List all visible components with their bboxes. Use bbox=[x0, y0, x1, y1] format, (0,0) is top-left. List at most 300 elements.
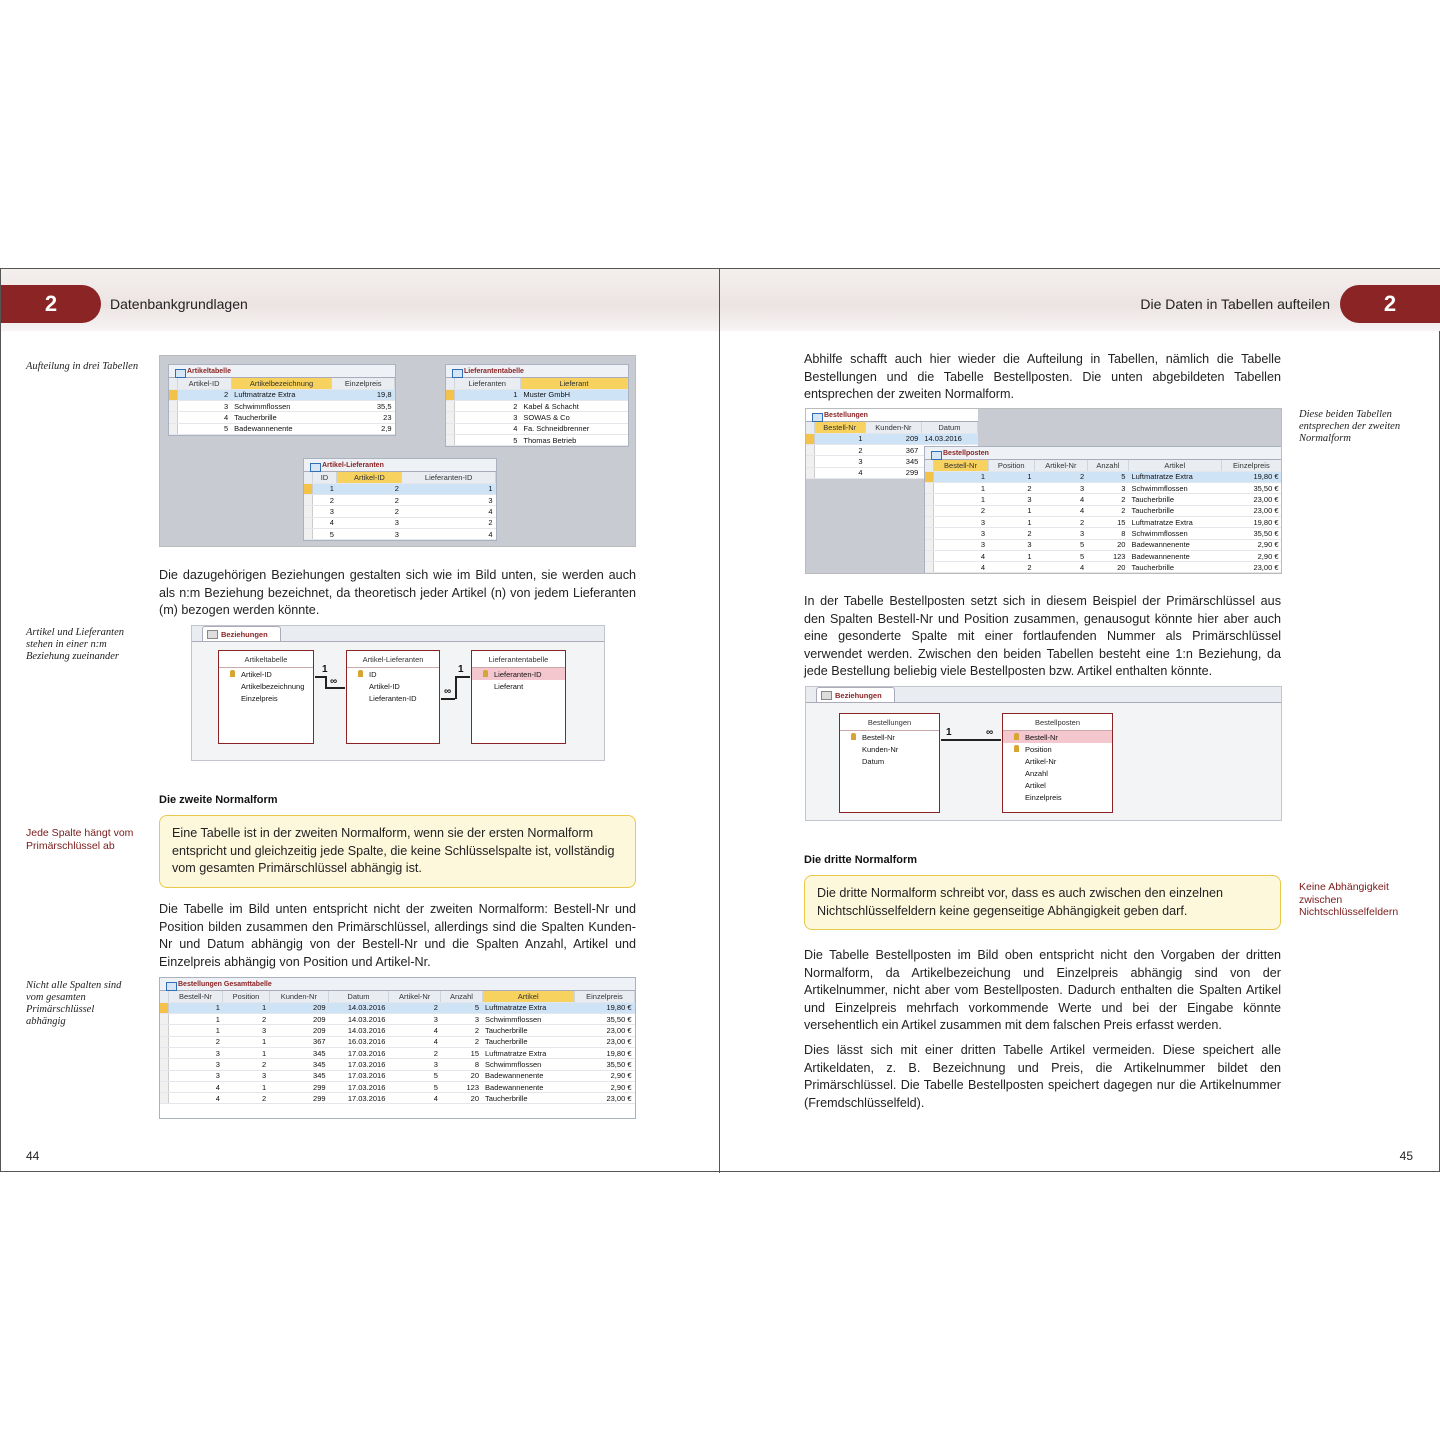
running-head: Datenbankgrundlagen bbox=[110, 296, 248, 312]
entity-field: Anzahl bbox=[1025, 768, 1048, 778]
column-header[interactable]: Lieferant bbox=[520, 378, 627, 389]
table-cell[interactable]: Taucherbrille bbox=[1128, 505, 1221, 516]
entity-title: Artikeltabelle bbox=[219, 651, 313, 668]
table-cell[interactable]: 20 bbox=[1087, 562, 1128, 573]
table-cell[interactable]: 3 bbox=[388, 1014, 441, 1025]
table-cell[interactable]: 4 bbox=[402, 506, 496, 517]
table-cell[interactable]: 2 bbox=[988, 562, 1034, 573]
table-cell[interactable]: 2 bbox=[337, 483, 402, 494]
column-header[interactable]: Kunden-Nr bbox=[269, 991, 328, 1002]
table-cell[interactable]: 299 bbox=[866, 467, 922, 478]
tab-beziehungen[interactable]: Beziehungen bbox=[202, 626, 281, 642]
table-cell[interactable]: 1 bbox=[168, 1014, 223, 1025]
table-cell[interactable]: Taucherbrille bbox=[482, 1093, 574, 1104]
entity-field: Position bbox=[1003, 743, 1112, 755]
table-cell[interactable]: Taucherbrille bbox=[1128, 562, 1221, 573]
table-cell[interactable]: 4 bbox=[1034, 494, 1087, 505]
table-cell[interactable]: Badewannenente bbox=[482, 1081, 574, 1092]
column-header[interactable]: Artikel bbox=[482, 991, 574, 1002]
one-symbol: 1 bbox=[322, 664, 328, 675]
table-cell[interactable]: 23,00 € bbox=[1221, 494, 1281, 505]
column-header[interactable]: Anzahl bbox=[441, 991, 482, 1002]
table-row[interactable] bbox=[925, 505, 1282, 516]
table-cell[interactable]: 20 bbox=[1087, 539, 1128, 550]
table-cell[interactable]: 2 bbox=[388, 1047, 441, 1058]
table-cell[interactable]: 1 bbox=[223, 1002, 269, 1013]
table-cell[interactable]: 5 bbox=[1034, 550, 1087, 561]
table-cell[interactable]: 3 bbox=[223, 1070, 269, 1081]
table-row[interactable] bbox=[160, 1002, 635, 1013]
bestellposten-table bbox=[924, 446, 1282, 574]
table-cell[interactable]: 1 bbox=[312, 483, 337, 494]
table-cell[interactable]: 2 bbox=[814, 445, 866, 456]
entity-lieferantentabelle bbox=[471, 650, 566, 744]
table-cell[interactable]: 2 bbox=[168, 1036, 223, 1047]
table-cell[interactable]: 1 bbox=[988, 550, 1034, 561]
table-cell[interactable]: 4 bbox=[388, 1093, 441, 1104]
entity-field: Bestell-Nr bbox=[1003, 731, 1112, 743]
table-cell[interactable]: 1 bbox=[223, 1036, 269, 1047]
table-cell[interactable]: 3 bbox=[1034, 483, 1087, 494]
column-header[interactable]: Einzelpreis bbox=[574, 991, 634, 1002]
table-cell[interactable]: 1 bbox=[988, 505, 1034, 516]
right-header bbox=[720, 269, 1440, 331]
margin-note: Nicht alle Spalten sind vom gesamten Primärschlüssel abhängig bbox=[26, 980, 122, 1027]
entity-field: Artikel-ID bbox=[369, 681, 400, 691]
table-cell[interactable]: 3 bbox=[814, 456, 866, 467]
table-row[interactable] bbox=[925, 550, 1282, 561]
table-cell[interactable]: 3 bbox=[402, 495, 496, 506]
subheading: Die zweite Normalform bbox=[159, 794, 278, 806]
table-cell[interactable]: 4 bbox=[454, 423, 520, 434]
table-cell[interactable]: 14.03.2016 bbox=[329, 1025, 389, 1036]
table-cell[interactable]: 16.03.2016 bbox=[329, 1036, 389, 1047]
entity-field: Artikelbezeichnung bbox=[241, 681, 305, 691]
column-header[interactable]: Einzelpreis bbox=[1221, 460, 1281, 471]
page-number: 44 bbox=[26, 1149, 40, 1163]
margin-note: Keine Abhängigkeit zwischen Nichtschlüsselfeldern bbox=[1299, 881, 1399, 918]
table-cell[interactable]: Schwimmflossen bbox=[482, 1059, 574, 1070]
table-row[interactable] bbox=[169, 401, 395, 412]
table-cell[interactable]: 4 bbox=[402, 528, 496, 539]
table-cell[interactable]: Badewannenente bbox=[482, 1070, 574, 1081]
table-row[interactable] bbox=[160, 1036, 635, 1047]
table-cell[interactable]: 2 bbox=[177, 389, 231, 400]
column-header[interactable]: Kunden-Nr bbox=[866, 422, 922, 433]
table-cell[interactable]: 19,80 € bbox=[1221, 516, 1281, 527]
book-spread bbox=[0, 268, 1440, 1172]
table-cell[interactable]: 14.03.2016 bbox=[921, 433, 977, 444]
table-cell[interactable]: 367 bbox=[866, 445, 922, 456]
entity-field: Artikel-Nr bbox=[1025, 756, 1057, 766]
table-row[interactable] bbox=[304, 495, 496, 506]
table-cell[interactable]: 2 bbox=[988, 483, 1034, 494]
table-title: Lieferantentabelle bbox=[450, 368, 524, 375]
table-cell[interactable]: 1 bbox=[402, 483, 496, 494]
table-cell[interactable]: 4 bbox=[1034, 505, 1087, 516]
table-row[interactable] bbox=[925, 494, 1282, 505]
entity-field: Lieferant bbox=[494, 681, 524, 691]
table-cell[interactable]: 35,50 € bbox=[574, 1059, 634, 1070]
column-header[interactable]: Bestell-Nr bbox=[814, 422, 866, 433]
table-cell[interactable]: Schwimmflossen bbox=[1128, 483, 1221, 494]
table-cell[interactable]: Taucherbrille bbox=[482, 1036, 574, 1047]
table-cell[interactable]: 3 bbox=[988, 494, 1034, 505]
relationship-diagram-1n bbox=[805, 686, 1282, 821]
table-cell[interactable]: Fa. Schneidbrenner bbox=[520, 423, 627, 434]
entity-title: Bestellposten bbox=[1003, 714, 1112, 731]
table-cell[interactable]: 5 bbox=[1087, 471, 1128, 482]
table-cell[interactable]: 3 bbox=[1034, 528, 1087, 539]
entity-field: Datum bbox=[862, 756, 885, 766]
many-symbol: ∞ bbox=[444, 686, 452, 697]
table-cell[interactable]: 17.03.2016 bbox=[329, 1070, 389, 1081]
table-cell[interactable]: 17.03.2016 bbox=[329, 1081, 389, 1092]
table-cell[interactable]: Schwimmflossen bbox=[231, 401, 332, 412]
table-cell[interactable]: 4 bbox=[168, 1093, 223, 1104]
table-cell[interactable]: 1 bbox=[933, 483, 988, 494]
table-cell[interactable]: 2 bbox=[223, 1014, 269, 1025]
chapter-badge: 2 bbox=[1340, 285, 1440, 323]
column-header[interactable]: Artikel bbox=[1128, 460, 1221, 471]
table-cell[interactable]: 14.03.2016 bbox=[329, 1014, 389, 1025]
table-cell[interactable]: 2 bbox=[1087, 494, 1128, 505]
table-title: Artikeltabelle bbox=[173, 368, 231, 375]
table-title: Bestellungen Gesamttabelle bbox=[164, 981, 272, 988]
table-cell[interactable]: Badewannenente bbox=[1128, 539, 1221, 550]
paragraph: Die dazugehörigen Beziehungen gestalten sich wie im Bild unten, sie werden auch als n:m Beziehung bezeichnet, da theoretisch jeder Artikel (n) von jedem Lieferanten (m) bezogen werden könnte. bbox=[159, 568, 636, 617]
table-cell[interactable]: 4 bbox=[312, 517, 337, 528]
table-cell[interactable]: 2 bbox=[312, 495, 337, 506]
tab-beziehungen[interactable]: Beziehungen bbox=[816, 687, 895, 703]
table-cell[interactable]: Schwimmflossen bbox=[482, 1014, 574, 1025]
margin-note: Diese beiden Tabellen entsprechen der zweiten Normalform bbox=[1299, 409, 1401, 444]
paragraph: Abhilfe schafft auch hier wieder die Aufteilung in Tabellen, nämlich die Tabelle Bestellungen und die Tabelle Bestellposten. Die unten abgebildeten Tabellen entsprechen der zweiten Normalform. bbox=[804, 352, 1281, 401]
table-cell[interactable]: 4 bbox=[1034, 562, 1087, 573]
table-cell[interactable]: 23,00 € bbox=[574, 1036, 634, 1047]
table-row[interactable] bbox=[806, 433, 978, 444]
table-row[interactable] bbox=[925, 483, 1282, 494]
table-cell[interactable]: 14.03.2016 bbox=[329, 1002, 389, 1013]
artikel-lieferanten-table bbox=[303, 458, 497, 541]
margin-note: Jede Spalte hängt vom Primärschlüssel ab bbox=[26, 827, 134, 852]
table-row[interactable] bbox=[160, 1081, 635, 1092]
table-row[interactable] bbox=[160, 1047, 635, 1058]
table-cell[interactable]: 3 bbox=[1087, 483, 1128, 494]
table-cell[interactable]: 2,9 bbox=[332, 423, 395, 434]
table-cell[interactable]: 345 bbox=[269, 1070, 328, 1081]
table-cell[interactable]: 345 bbox=[269, 1047, 328, 1058]
column-header[interactable]: Lieferanten bbox=[454, 378, 520, 389]
entity-title: Lieferantentabelle bbox=[472, 651, 565, 668]
entity-title: Artikel-Lieferanten bbox=[347, 651, 439, 668]
table-cell[interactable]: 1 bbox=[814, 433, 866, 444]
table-cell[interactable]: Kabel & Schacht bbox=[520, 401, 627, 412]
gesamttabelle bbox=[159, 977, 636, 1119]
table-cell[interactable]: 20 bbox=[441, 1070, 482, 1081]
table-cell[interactable]: 15 bbox=[1087, 516, 1128, 527]
column-header[interactable]: Position bbox=[223, 991, 269, 1002]
table-cell[interactable]: 345 bbox=[866, 456, 922, 467]
table-cell[interactable]: Luftmatratze Extra bbox=[482, 1047, 574, 1058]
table-cell[interactable]: Thomas Betrieb bbox=[520, 434, 627, 445]
table-cell[interactable]: 5 bbox=[454, 434, 520, 445]
table-cell[interactable]: 367 bbox=[269, 1036, 328, 1047]
entity-field: ID bbox=[347, 668, 439, 680]
running-head: Die Daten in Tabellen aufteilen bbox=[1140, 296, 1330, 312]
table-row[interactable] bbox=[169, 389, 395, 400]
table-cell[interactable]: 2 bbox=[388, 1002, 441, 1013]
entity-field: Lieferanten-ID bbox=[369, 693, 417, 703]
table-row[interactable] bbox=[925, 471, 1282, 482]
table-cell[interactable]: 1 bbox=[988, 471, 1034, 482]
table-cell[interactable]: 2,90 € bbox=[1221, 550, 1281, 561]
table-cell[interactable]: 2 bbox=[988, 528, 1034, 539]
entity-artikel-lieferanten bbox=[346, 650, 440, 744]
entity-title: Bestellungen bbox=[840, 714, 939, 731]
table-cell[interactable]: 2 bbox=[337, 506, 402, 517]
table-cell[interactable]: 2 bbox=[1034, 471, 1087, 482]
table-row[interactable] bbox=[446, 423, 628, 434]
table-row[interactable] bbox=[160, 1059, 635, 1070]
table-title: Artikel-Lieferanten bbox=[308, 462, 384, 469]
table-cell[interactable]: 2 bbox=[933, 505, 988, 516]
column-header[interactable]: ID bbox=[312, 472, 337, 483]
table-cell[interactable]: 3 bbox=[168, 1059, 223, 1070]
artikel-table bbox=[168, 364, 396, 436]
table-cell[interactable]: 1 bbox=[168, 1002, 223, 1013]
table-cell[interactable]: 3 bbox=[168, 1047, 223, 1058]
table-cell[interactable]: 209 bbox=[269, 1002, 328, 1013]
table-cell[interactable]: 2 bbox=[223, 1093, 269, 1104]
table-cell[interactable]: Taucherbrille bbox=[231, 412, 332, 423]
table-cell[interactable]: 5 bbox=[177, 423, 231, 434]
table-cell[interactable]: 2 bbox=[337, 495, 402, 506]
table-cell[interactable]: 5 bbox=[312, 528, 337, 539]
table-row[interactable] bbox=[160, 1093, 635, 1104]
column-header[interactable]: Lieferanten-ID bbox=[402, 472, 496, 483]
table-cell[interactable]: Badewannenente bbox=[1128, 550, 1221, 561]
column-header[interactable]: Artikel-ID bbox=[337, 472, 402, 483]
table-cell[interactable]: 5 bbox=[1034, 539, 1087, 550]
table-cell[interactable]: 35,50 € bbox=[574, 1014, 634, 1025]
table-cell[interactable]: 4 bbox=[933, 550, 988, 561]
table-cell[interactable]: 299 bbox=[269, 1081, 328, 1092]
table-cell[interactable]: 17.03.2016 bbox=[329, 1059, 389, 1070]
table-cell[interactable]: 1 bbox=[168, 1025, 223, 1036]
page-divider bbox=[719, 269, 720, 1173]
paragraph: In der Tabelle Bestellposten setzt sich in diesem Beispiel der Primärschlüssel aus den Spalten Bestell-Nr und Position zusammen, genausogut könnte hier aber auch eine gesonderte Spalte mit einer fortlaufenden Nummer als Primärschlüssel verwendet werden. Zwischen den beiden Tabellen besteht eine 1:n Beziehung, da jede Bestellung beliebig viele Bestellposten bzw. Artikel enthalten könnte. bbox=[804, 594, 1281, 678]
column-header[interactable]: Einzelpreis bbox=[332, 378, 395, 389]
column-header[interactable]: Artikel-Nr bbox=[1034, 460, 1087, 471]
paragraph: Die Tabelle Bestellposten im Bild oben entspricht nicht den Vorgaben der dritten Normalform, da Artikelbezeichung und Einzelpreis abhängig sind von der Artikelnummer, nicht aber vom Bestellposten. Dadurch enthalten die Spalten Artikel und Einzelpreis mehrfach vorkommende Werte und bei der Eingabe könnte versehentlich ein Artikel zusammen mit dem falschen Preis erfasst werden. bbox=[804, 948, 1281, 1032]
entity-field: Artikel bbox=[1025, 780, 1046, 790]
table-cell[interactable]: 3 bbox=[454, 412, 520, 423]
table-cell[interactable]: 4 bbox=[814, 467, 866, 478]
table-cell[interactable]: 23 bbox=[332, 412, 395, 423]
table-cell[interactable]: 1 bbox=[223, 1081, 269, 1092]
paragraph: Dies lässt sich mit einer dritten Tabelle Artikel vermeiden. Diese speichert alle Artikeldaten, z. B. Bezeichnung und Preis, die Artikelnummer bildet den Primärschlüssel. Die Tabelle Bestellposten speichert dagegen nur die Artikelnummer (Fremdschlüsselfeld). bbox=[804, 1043, 1281, 1110]
table-row[interactable] bbox=[169, 412, 395, 423]
column-header[interactable]: Datum bbox=[921, 422, 977, 433]
entity-field: Bestell-Nr bbox=[840, 731, 939, 743]
table-cell[interactable]: 23,00 € bbox=[1221, 562, 1281, 573]
many-symbol: ∞ bbox=[986, 727, 994, 738]
table-cell[interactable]: 19,8 bbox=[332, 389, 395, 400]
column-header[interactable]: Anzahl bbox=[1087, 460, 1128, 471]
table-cell[interactable]: 3 bbox=[388, 1059, 441, 1070]
table-row[interactable] bbox=[446, 401, 628, 412]
table-cell[interactable]: 3 bbox=[933, 516, 988, 527]
table-cell[interactable]: 23,00 € bbox=[574, 1093, 634, 1104]
entity-field: Kunden-Nr bbox=[862, 744, 899, 754]
table-cell[interactable]: 5 bbox=[388, 1070, 441, 1081]
entity-bestellposten bbox=[1002, 713, 1113, 813]
column-header[interactable]: Position bbox=[988, 460, 1034, 471]
column-header[interactable]: Artikel-ID bbox=[177, 378, 231, 389]
table-cell[interactable]: 2,90 € bbox=[1221, 539, 1281, 550]
table-cell[interactable]: 3 bbox=[337, 528, 402, 539]
table-cell[interactable]: 17.03.2016 bbox=[329, 1047, 389, 1058]
table-cell[interactable]: 3 bbox=[177, 401, 231, 412]
table-cell[interactable]: 4 bbox=[388, 1036, 441, 1047]
table-cell[interactable]: 3 bbox=[441, 1014, 482, 1025]
table-title: Bestellposten bbox=[929, 450, 989, 457]
table-cell[interactable]: Schwimmflossen bbox=[1128, 528, 1221, 539]
table-cell[interactable]: 4 bbox=[177, 412, 231, 423]
table-cell[interactable]: 2 bbox=[441, 1025, 482, 1036]
table-row[interactable] bbox=[160, 1070, 635, 1081]
table-cell[interactable]: 2 bbox=[1034, 516, 1087, 527]
entity-field: Artikel-ID bbox=[219, 668, 313, 680]
table-cell[interactable]: 3 bbox=[933, 528, 988, 539]
column-header[interactable]: Bestell-Nr bbox=[168, 991, 223, 1002]
table-cell[interactable]: 123 bbox=[1087, 550, 1128, 561]
table-cell[interactable]: 3 bbox=[337, 517, 402, 528]
table-cell[interactable]: 35,50 € bbox=[1221, 483, 1281, 494]
entity-field: Einzelpreis bbox=[1025, 792, 1062, 802]
table-row[interactable] bbox=[304, 483, 496, 494]
table-cell[interactable]: 17.03.2016 bbox=[329, 1093, 389, 1104]
entity-artikeltabelle bbox=[218, 650, 314, 744]
lieferanten-table bbox=[445, 364, 629, 447]
table-cell[interactable]: SOWAS & Co bbox=[520, 412, 627, 423]
entity-bestellungen bbox=[839, 713, 940, 813]
table-cell[interactable]: 2 bbox=[1087, 505, 1128, 516]
table-row[interactable] bbox=[446, 389, 628, 400]
table-cell[interactable]: 209 bbox=[866, 433, 922, 444]
table-cell[interactable]: 20 bbox=[441, 1093, 482, 1104]
column-header[interactable]: Datum bbox=[329, 991, 389, 1002]
table-cell[interactable]: 23,00 € bbox=[1221, 505, 1281, 516]
margin-note: Aufteilung in drei Tabellen bbox=[26, 361, 139, 372]
table-row[interactable] bbox=[446, 412, 628, 423]
table-cell[interactable]: 2 bbox=[454, 401, 520, 412]
table-cell[interactable]: 4 bbox=[933, 562, 988, 573]
column-header[interactable]: Bestell-Nr bbox=[933, 460, 988, 471]
table-cell[interactable]: Luftmatratze Extra bbox=[231, 389, 332, 400]
table-cell[interactable]: 209 bbox=[269, 1025, 328, 1036]
table-row[interactable] bbox=[925, 539, 1282, 550]
table-row[interactable] bbox=[160, 1014, 635, 1025]
table-cell[interactable]: 3 bbox=[988, 539, 1034, 550]
table-cell[interactable]: 299 bbox=[269, 1093, 328, 1104]
table-cell[interactable]: 3 bbox=[933, 539, 988, 550]
table-cell[interactable]: 15 bbox=[441, 1047, 482, 1058]
table-cell[interactable]: 23,00 € bbox=[574, 1025, 634, 1036]
table-row[interactable] bbox=[160, 1025, 635, 1036]
table-cell[interactable]: 35,50 € bbox=[1221, 528, 1281, 539]
page-number: 45 bbox=[1399, 1149, 1413, 1163]
table-cell[interactable]: 1 bbox=[933, 471, 988, 482]
table-cell[interactable]: 19,80 € bbox=[574, 1002, 634, 1013]
column-header[interactable]: Artikel-Nr bbox=[388, 991, 441, 1002]
table-cell[interactable]: 4 bbox=[168, 1081, 223, 1092]
table-cell[interactable]: 1 bbox=[454, 389, 520, 400]
table-cell[interactable]: 8 bbox=[1087, 528, 1128, 539]
left-header bbox=[1, 269, 719, 331]
one-symbol: 1 bbox=[458, 664, 464, 675]
subheading: Die dritte Normalform bbox=[804, 854, 918, 866]
table-cell[interactable]: 1 bbox=[933, 494, 988, 505]
definition-box: Die dritte Normalform schreibt vor, dass es auch zwischen den einzelnen Nichtschlüsselfeldern keine gegenseitige Abhängigkeit geben darf. bbox=[804, 875, 1281, 930]
table-cell[interactable]: 3 bbox=[223, 1025, 269, 1036]
table-cell[interactable]: 2 bbox=[223, 1059, 269, 1070]
table-cell[interactable]: 209 bbox=[269, 1014, 328, 1025]
table-cell[interactable]: 8 bbox=[441, 1059, 482, 1070]
table-row[interactable] bbox=[925, 516, 1282, 527]
margin-note: Artikel und Lieferanten stehen in einer n:m Beziehung zueinander bbox=[26, 627, 124, 662]
table-cell[interactable]: Luftmatratze Extra bbox=[482, 1002, 574, 1013]
table-cell[interactable]: 123 bbox=[441, 1081, 482, 1092]
table-cell[interactable]: 345 bbox=[269, 1059, 328, 1070]
table-cell[interactable]: Muster GmbH bbox=[520, 389, 627, 400]
table-cell[interactable]: Luftmatratze Extra bbox=[1128, 471, 1221, 482]
table-cell[interactable]: Luftmatratze Extra bbox=[1128, 516, 1221, 527]
entity-field: Einzelpreis bbox=[241, 693, 278, 703]
one-symbol: 1 bbox=[946, 727, 952, 738]
column-header[interactable]: Artikelbezeichnung bbox=[231, 378, 332, 389]
screenshot-two-tables bbox=[805, 408, 1282, 574]
table-cell[interactable]: 5 bbox=[388, 1081, 441, 1092]
many-symbol: ∞ bbox=[330, 676, 338, 687]
table-cell[interactable]: Taucherbrille bbox=[1128, 494, 1221, 505]
table-cell[interactable]: 3 bbox=[312, 506, 337, 517]
table-cell[interactable]: 35,5 bbox=[332, 401, 395, 412]
table-cell[interactable]: 2 bbox=[441, 1036, 482, 1047]
table-cell[interactable]: 19,80 € bbox=[574, 1047, 634, 1058]
table-cell[interactable]: 2,90 € bbox=[574, 1070, 634, 1081]
table-row[interactable] bbox=[925, 528, 1282, 539]
table-row[interactable] bbox=[446, 434, 628, 445]
table-row[interactable] bbox=[304, 517, 496, 528]
table-cell[interactable]: 1 bbox=[988, 516, 1034, 527]
table-row[interactable] bbox=[304, 506, 496, 517]
table-cell[interactable]: 4 bbox=[388, 1025, 441, 1036]
table-cell[interactable]: Badewannenente bbox=[231, 423, 332, 434]
table-cell[interactable]: 5 bbox=[441, 1002, 482, 1013]
definition-box: Eine Tabelle ist in der zweiten Normalform, wenn sie der ersten Normalform entspricht und gleichzeitig jede Spalte, die keine Schlüsselspalte ist, vollständig vom gesamten Primärschlüssel abhängig ist. bbox=[159, 815, 636, 888]
table-cell[interactable]: 3 bbox=[168, 1070, 223, 1081]
table-row[interactable] bbox=[169, 423, 395, 434]
table-cell[interactable]: 2,90 € bbox=[574, 1081, 634, 1092]
table-row[interactable] bbox=[925, 562, 1282, 573]
table-cell[interactable]: 19,80 € bbox=[1221, 471, 1281, 482]
table-row[interactable] bbox=[304, 528, 496, 539]
table-cell[interactable]: 2 bbox=[402, 517, 496, 528]
table-cell[interactable]: Taucherbrille bbox=[482, 1025, 574, 1036]
table-cell[interactable]: 1 bbox=[223, 1047, 269, 1058]
